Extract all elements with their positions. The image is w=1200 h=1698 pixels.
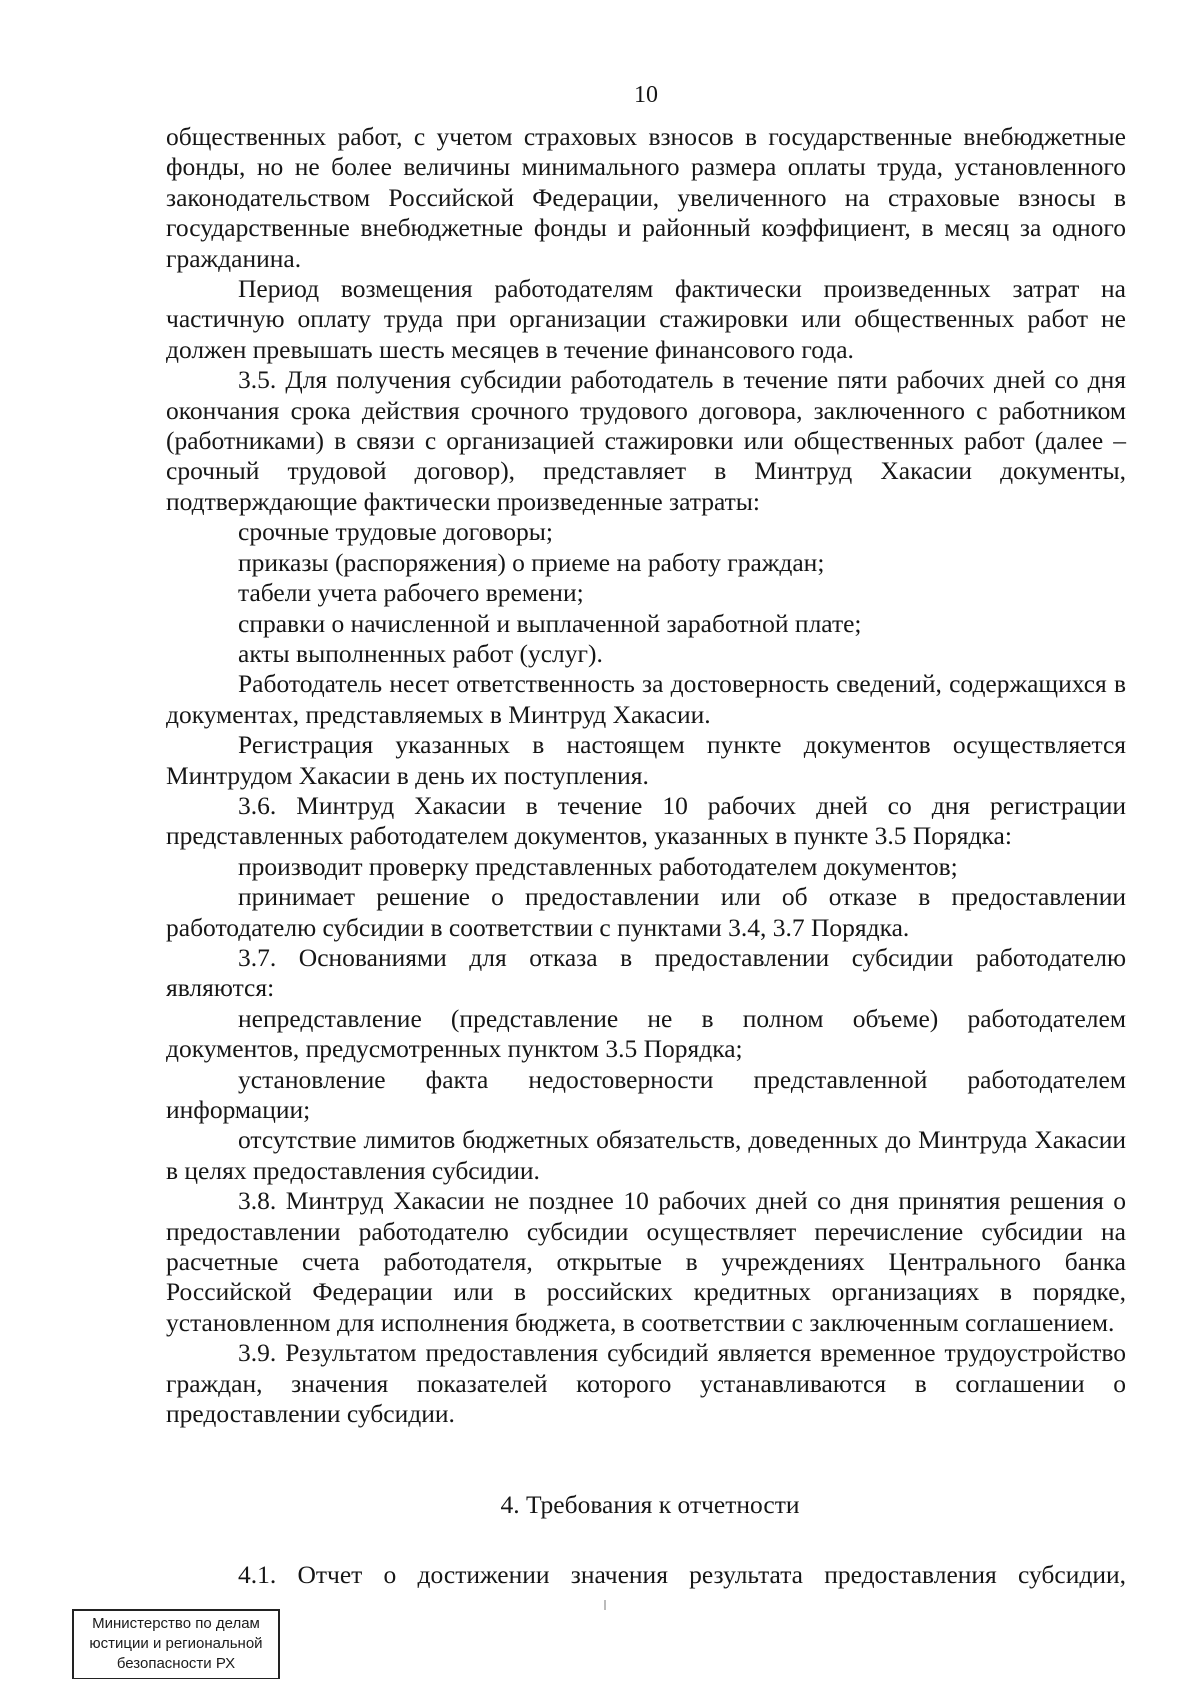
paragraph: 3.9. Результатом предоставления субсидий является временное трудоустройство граждан, значения показателей которого устанавливаются в соглашении о предоставлении субсидии. [166, 1338, 1126, 1429]
section-heading: 4. Требования к отчетности [500, 1490, 800, 1519]
paragraph: Регистрация указанных в настоящем пункте документов осуществляется Минтрудом Хакасии в день их поступления. [166, 730, 1126, 790]
stamp-line-2: юстиции и региональной [89, 1635, 263, 1652]
paragraph: 3.6. Минтруд Хакасии в течение 10 рабочих дней со дня регистрации представленных работодателем документов, указанных в пункте 3.5 Порядка: [166, 790, 1126, 851]
paragraph: 3.7. Основаниями для отказа в предоставлении субсидии работодателю являются: [166, 942, 1126, 1003]
paragraph: Работодатель несет ответственность за достоверность сведений, содержащихся в документах, представляемых в Минтруд Хакасии. [166, 669, 1126, 729]
paragraph: производит проверку представленных работодателем документов; [238, 851, 958, 881]
stamp-line-3: безопасности РХ [116, 1655, 236, 1672]
paragraph: общественных работ, с учетом страховых взносов в государственные внебюджетные фонды, но не более величины минимального размера оплаты труда, установленного законодательством Российской Федерации, увеличенного на страховые взносы в государственные внебюджетные фонды и районный коэффициент, в месяц за одного гражданина. [166, 122, 1126, 273]
page-number: 10 [634, 82, 658, 108]
paragraph: установление факта недостоверности представленной работодателем информации; [166, 1064, 1126, 1124]
paragraph: табели учета рабочего времени; [238, 578, 584, 608]
paragraph: непредставление (представление не в полном объеме) работодателем документов, предусмотренных пунктом 3.5 Порядка; [166, 1003, 1126, 1064]
paragraph: 3.8. Минтруд Хакасии не позднее 10 рабочих дней со дня принятия решения о предоставлении работодателю субсидии осуществляет перечисление субсидии на расчетные счета работодателя, открытые в учреждениях Центрального банка Российской Федерации или в российских кредитных организациях в порядке, установленном для исполнения бюджета, в соответствии с заключенным соглашением. [166, 1186, 1126, 1337]
paragraph: акты выполненных работ (услуг). [238, 638, 603, 668]
paragraph: приказы (распоряжения) о приеме на работу граждан; [238, 547, 825, 577]
paragraph: справки о начисленной и выплаченной заработной плате; [238, 608, 862, 638]
stamp-line-1: Министерство по делам [92, 1615, 260, 1632]
paragraph: отсутствие лимитов бюджетных обязательств, доведенных до Минтруда Хакасии в целях предоставления субсидии. [166, 1125, 1126, 1185]
paragraph: принимает решение о предоставлении или об отказе в предоставлении работодателю субсидии в соответствии с пунктами 3.4, 3.7 Порядка. [166, 882, 1126, 942]
paragraph: Период возмещения работодателям фактически произведенных затрат на частичную оплату труда при организации стажировки или общественных работ не должен превышать шесть месяцев в течение финансового года. [166, 274, 1126, 364]
body-text [166, 122, 1126, 1429]
scan-speck [604, 1600, 606, 1610]
paragraph-4-1: 4.1. Отчет о достижении значения результата предоставления субсидии, [238, 1560, 1126, 1589]
paragraph: 3.5. Для получения субсидии работодатель в течение пяти рабочих дней со дня окончания срока действия срочного трудового договора, заключенного с работником (работниками) в связи с организацией стажировки или общественных работ (далее – срочный трудовой договор), представляет в Минтруд Хакасии документы, подтверждающие фактически произведенные затраты: [166, 365, 1126, 516]
paragraph: срочные трудовые договоры; [238, 517, 553, 547]
ministry-stamp [72, 1609, 280, 1679]
